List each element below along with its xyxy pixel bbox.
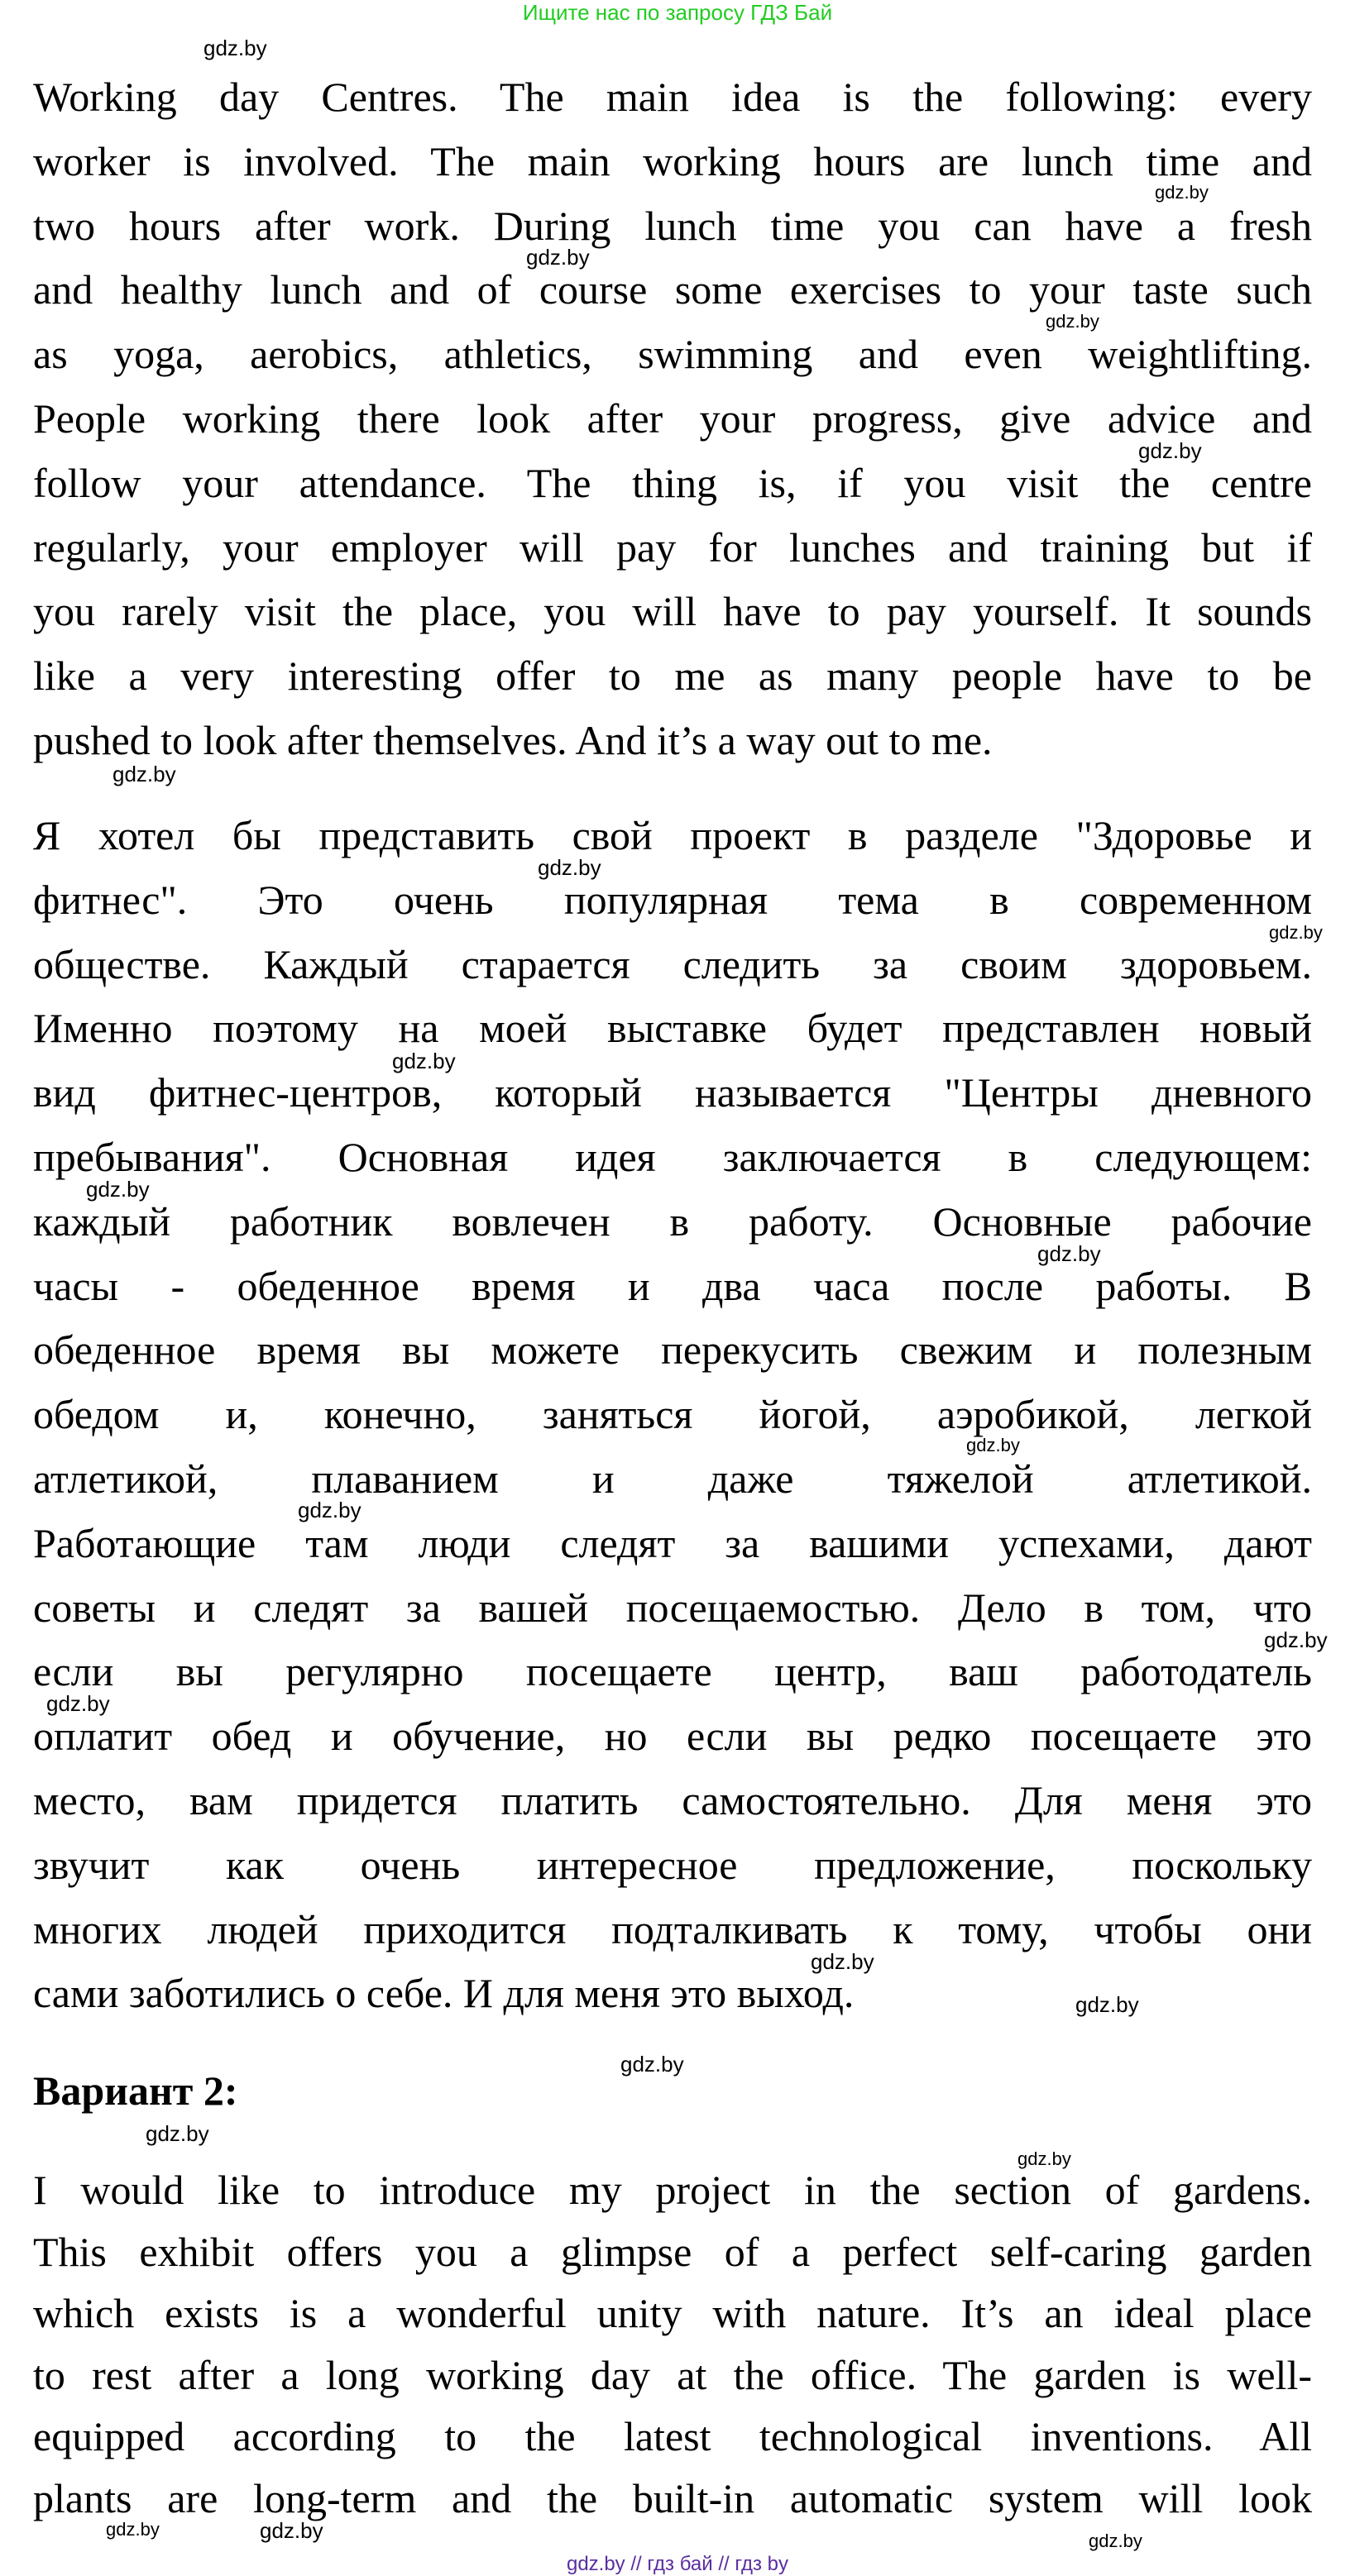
watermark: gdz.by xyxy=(106,2518,160,2540)
text-line: People working there look after your progress, give advice and xyxy=(33,395,1312,442)
text-line: This exhibit offers you a glimpse of a perfect self-caring garden xyxy=(33,2228,1312,2275)
text-line: Работающие там люди следят за вашими успехами, дают xyxy=(33,1519,1312,1566)
text-line: which exists is a wonderful unity with nature. It’s an ideal place xyxy=(33,2290,1312,2337)
text-line: сами заботились о себе. И для меня это выход. xyxy=(33,1970,855,2017)
text-line: as yoga, aerobics, athletics, swimming and even weightlifting. xyxy=(33,331,1312,378)
text-line: two hours after work. During lunch time you can have a fresh xyxy=(33,202,1312,249)
text-line: место, вам придется платить самостоятельно. Для меня это xyxy=(33,1777,1312,1823)
text-line: and healthy lunch and of course some exercises to your taste such xyxy=(33,266,1312,313)
text-line: follow your attendance. The thing is, if you visit the centre xyxy=(33,459,1312,506)
text-line: пребывания". Основная идея заключается в следующем: xyxy=(33,1134,1312,1180)
watermark: gdz.by xyxy=(538,855,601,881)
search-hint-banner: Ищите нас по запросу ГДЗ Бай xyxy=(522,0,833,25)
watermark: gdz.by xyxy=(203,36,267,60)
watermark: gdz.by xyxy=(1089,2531,1142,2551)
watermark: gdz.by xyxy=(113,762,176,786)
text-line: regularly, your employer will pay for lunches and training but if xyxy=(33,523,1312,571)
watermark: gdz.by xyxy=(811,1949,874,1974)
text-line: каждый работник вовлечен в работу. Основные рабочие xyxy=(33,1197,1312,1245)
watermark: gdz.by xyxy=(1075,1992,1139,2017)
text-line: Именно поэтому на моей выставке будет представлен новый xyxy=(33,1005,1312,1052)
text-line: Я хотел бы представить свой проект в разделе "Здоровье и xyxy=(33,812,1312,858)
text-line: you rarely visit the place, you will have to pay yourself. It sounds xyxy=(33,588,1312,635)
watermark: gdz.by xyxy=(1017,2148,1071,2169)
text-line: обществе. Каждый старается следить за своим здоровьем. xyxy=(33,940,1312,987)
watermark: gdz.by xyxy=(1155,182,1209,203)
watermark: gdz.by xyxy=(146,2121,209,2146)
watermark: gdz.by xyxy=(1269,922,1323,944)
watermark: gdz.by xyxy=(1046,311,1099,332)
text-line: like a very interesting offer to me as many people have to be xyxy=(33,652,1312,700)
text-line: вид фитнес-центров, который называется "Центры дневного xyxy=(33,1069,1312,1116)
watermark: gdz.by xyxy=(1264,1627,1328,1652)
text-line: обедом и, конечно, заняться йогой, аэробикой, легкой xyxy=(33,1391,1312,1438)
watermark: gdz.by xyxy=(1037,1241,1101,1267)
text-line: worker is involved. The main working hours are lunch time and xyxy=(33,137,1312,184)
text-line: если вы регулярно посещаете центр, ваш работодатель xyxy=(33,1648,1312,1695)
watermark: gdz.by xyxy=(620,2052,684,2077)
variant-heading: Вариант 2: xyxy=(33,2067,238,2114)
text-line: часы - обеденное время и два часа после работы. В xyxy=(33,1262,1312,1309)
text-line: plants are long-term and the built-in automatic system will look xyxy=(33,2475,1312,2521)
watermark: gdz.by xyxy=(526,245,590,270)
text-line: to rest after a long working day at the office. The garden is well- xyxy=(33,2351,1312,2398)
text-line: фитнес". Это очень популярная тема в современном xyxy=(33,876,1312,923)
text-line: многих людей приходится подталкивать к тому, чтобы они xyxy=(33,1905,1312,1952)
text-line: Working day Centres. The main idea is the following: every xyxy=(33,74,1312,120)
text-line: pushed to look after themselves. And it’s a way out to me. xyxy=(33,717,993,763)
text-line: советы и следят за вашей посещаемостью. Дело в том, что xyxy=(33,1584,1312,1631)
text-line: equipped according to the latest technological inventions. All xyxy=(33,2413,1312,2460)
watermark: gdz.by xyxy=(46,1691,110,1716)
watermark: gdz.by xyxy=(298,1498,361,1522)
text-line: атлетикой, плаванием и даже тяжелой атлетикой. xyxy=(33,1455,1312,1502)
watermark: gdz.by xyxy=(1138,437,1202,463)
text-line: I would like to introduce my project in the section of gardens. xyxy=(33,2167,1312,2213)
text-line: обеденное время вы можете перекусить свежим и полезным xyxy=(33,1326,1312,1374)
watermark: gdz.by xyxy=(392,1048,456,1073)
footer-link[interactable]: gdz.by // гдз бай // гдз by xyxy=(566,2553,789,2575)
text-line: оплатит обед и обучение, но если вы редко посещаете это xyxy=(33,1713,1312,1760)
text-line: звучит как очень интересное предложение, поскольку xyxy=(33,1841,1312,1888)
watermark: gdz.by xyxy=(86,1177,150,1202)
watermark: gdz.by xyxy=(260,2517,323,2543)
watermark: gdz.by xyxy=(966,1434,1020,1455)
